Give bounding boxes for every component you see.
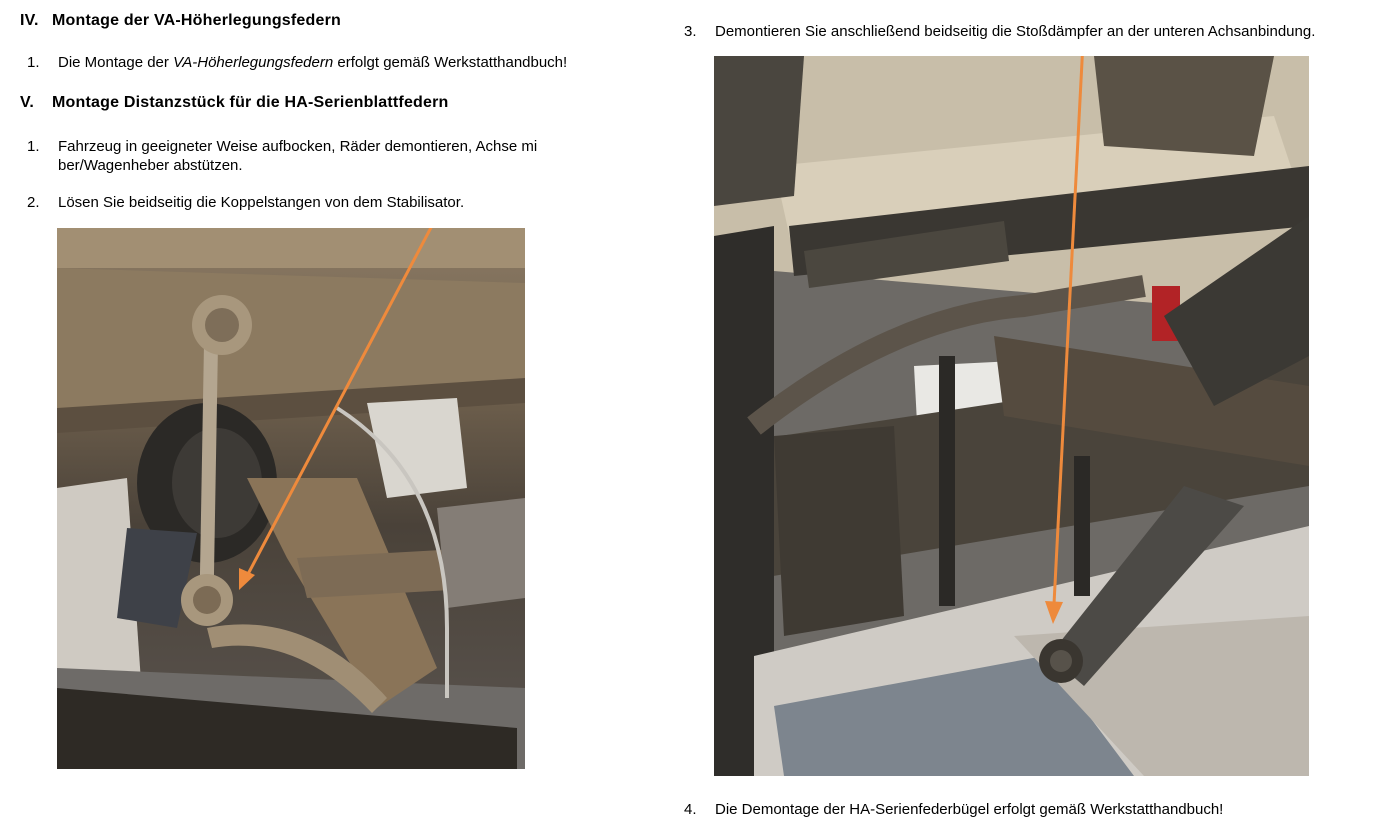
section-iv-number: IV. <box>20 12 39 29</box>
section-v-heading <box>20 94 449 112</box>
section-iv-item-1 <box>27 53 627 73</box>
section-v-title: Montage Distanzstück für die HA-Serienblattfedern <box>52 94 449 111</box>
item-text: Demontieren Sie anschließend beidseitig die Stoßdämpfer an der unteren Achsanbindung. <box>715 23 1316 40</box>
section-iv-title: Montage der VA-Höherlegungsfedern <box>52 12 341 29</box>
item-number: 3. <box>684 23 697 40</box>
section-v-item-2 <box>27 193 587 213</box>
section-v-item-3 <box>684 22 1374 42</box>
item-text-italic: VA-Höherlegungsfedern <box>173 54 334 71</box>
item-text-after: erfolgt gemäß Werkstatthandbuch! <box>333 54 568 71</box>
item-text: Die Demontage der HA-Serienfederbügel erfolgt gemäß Werkstatthandbuch! <box>715 801 1224 818</box>
item-text-line-1: Fahrzeug in geeigneter Weise aufbocken, Räder demontieren, Achse mi <box>58 138 538 155</box>
section-v-item-4 <box>684 800 1344 820</box>
item-text <box>58 53 567 72</box>
item-number: 2. <box>27 194 40 211</box>
item-text-before: Die Montage der <box>58 54 174 71</box>
section-v-number: V. <box>20 94 35 111</box>
photo-shock-absorber <box>714 56 1309 776</box>
item-text <box>58 137 617 175</box>
section-iv-heading <box>20 12 341 30</box>
item-number: 4. <box>684 801 697 818</box>
item-number: 1. <box>27 54 40 71</box>
photo-stabilizer-link <box>57 228 525 769</box>
section-v-item-1 <box>27 137 617 177</box>
item-text: Lösen Sie beidseitig die Koppelstangen von dem Stabilisator. <box>58 194 465 211</box>
item-number: 1. <box>27 138 40 155</box>
item-text-line-2: ber/Wagenheber abstützen. <box>58 157 243 174</box>
